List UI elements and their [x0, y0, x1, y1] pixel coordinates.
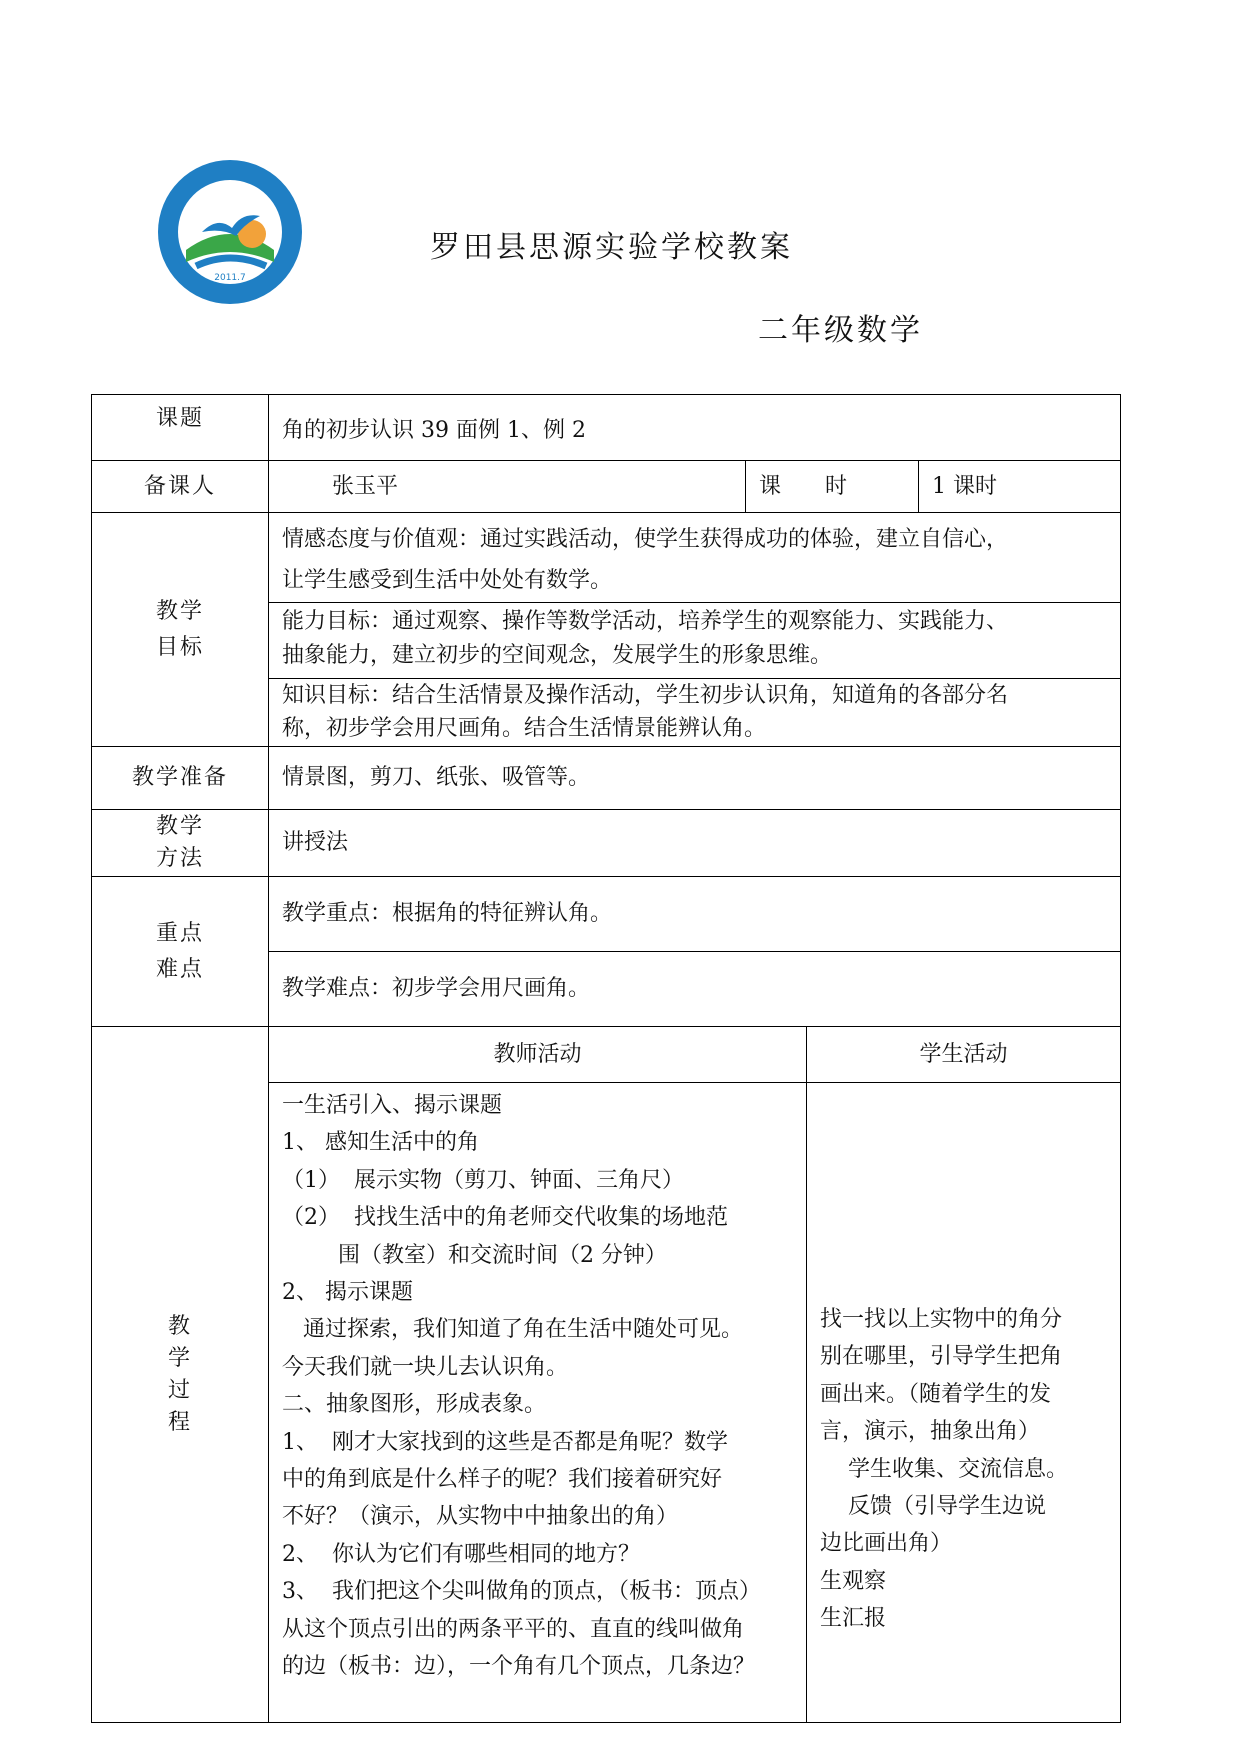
teacher-line: 1、 刚才大家找到的这些是否都是角呢？数学 [282, 1429, 728, 1455]
materials-value: 情景图，剪刀、纸张、吸管等。 [269, 747, 1121, 810]
teacher-line: 3、 我们把这个尖叫做角的顶点，（板书：顶点） [282, 1579, 761, 1605]
process-label-1: 教 [167, 1313, 192, 1339]
process-label-2: 学 [167, 1345, 192, 1371]
goal-knowledge [269, 679, 1121, 747]
teacher-line: 今天我们就一块儿去认识角。 [282, 1354, 569, 1380]
student-line: 反馈（引导学生边说 [820, 1494, 1046, 1520]
teacher-line: 中的角到底是什么样子的呢？我们接着研究好 [282, 1467, 723, 1493]
key-value: 教学重点：根据角的特征辨认角。 [269, 877, 1121, 952]
row-key [92, 877, 1121, 952]
teacher-line: 围（教室）和交流时间（2 分钟） [282, 1242, 667, 1268]
lesson-plan-table [91, 394, 1121, 1723]
keypoints-label-top: 重点 [155, 920, 204, 946]
student-line: 言，演示，抽象出角） [820, 1419, 1041, 1445]
goal-knowledge-line-2: 称，初步学会用尺画角。结合生活情景能辨认角。 [282, 716, 767, 741]
teacher-line: 2、 揭示课题 [282, 1280, 413, 1306]
row-process-header [92, 1027, 1121, 1083]
student-activity-header: 学生活动 [807, 1027, 1121, 1083]
goal-knowledge-line-1: 知识目标：结合生活情景及操作活动，学生初步认识角，知道角的各部分名 [282, 683, 1009, 708]
teacher-line: （2） 找找生活中的角老师交代收集的场地范 [282, 1205, 728, 1231]
teacher-line: 2、 你认为它们有哪些相同的地方？ [282, 1541, 640, 1567]
method-label [92, 810, 269, 877]
materials-label: 教学准备 [92, 747, 269, 810]
process-label-4: 程 [167, 1409, 192, 1435]
goal-ability [269, 603, 1121, 679]
teacher-line: （1） 展示实物（剪刀、钟面、三角尺） [282, 1167, 684, 1193]
student-line: 生汇报 [820, 1606, 887, 1632]
student-line: 别在哪里，引导学生把角 [820, 1344, 1063, 1370]
student-line: 学生收集、交流信息。 [820, 1456, 1068, 1482]
keypoints-label-bottom: 难点 [155, 956, 204, 982]
goal-emotion-line-2: 让学生感受到生活中处处有数学。 [282, 568, 613, 593]
teacher-line: 1、 感知生活中的角 [282, 1130, 479, 1156]
row-preparer [92, 461, 1121, 513]
teacher-activity-header: 教师活动 [269, 1027, 807, 1083]
process-label-3: 过 [167, 1377, 192, 1403]
preparer-value: 张玉平 [269, 461, 746, 513]
row-goal-1 [92, 513, 1121, 603]
student-line: 画出来。（随着学生的发 [820, 1381, 1052, 1407]
school-emblem-logo [156, 158, 304, 306]
row-method [92, 810, 1121, 877]
topic-value: 角的初步认识 39 面例 1、例 2 [269, 395, 1121, 461]
teacher-line: 的边（板书：边），一个角有几个顶点，几条边？ [282, 1654, 756, 1680]
goals-label-top: 教学 [155, 598, 204, 624]
student-line: 找一找以上实物中的角分 [820, 1307, 1063, 1332]
goal-emotion-line-1: 情感态度与价值观：通过实践活动，使学生获得成功的体验，建立自信心， [282, 527, 1009, 552]
goals-label [92, 513, 269, 747]
teacher-line: 一生活引入、揭示课题 [282, 1093, 503, 1118]
method-label-bottom: 方法 [155, 846, 204, 871]
teacher-line: 通过探索，我们知道了角在生活中随处可见。 [282, 1317, 743, 1343]
document-subtitle: 二年级数学 [758, 313, 923, 348]
goals-label-bottom: 目标 [155, 634, 204, 660]
goal-emotion [269, 513, 1121, 603]
hours-label: 课 时 [746, 461, 919, 513]
student-line: 生观察 [820, 1568, 887, 1594]
row-materials [92, 747, 1121, 810]
teacher-activity [269, 1083, 807, 1723]
hours-value: 1 课时 [919, 461, 1121, 513]
student-line: 边比画出角） [820, 1531, 953, 1557]
keypoints-label [92, 877, 269, 1027]
goal-ability-line-2: 抽象能力，建立初步的空间观念，发展学生的形象思维。 [282, 643, 833, 668]
topic-label: 课题 [92, 395, 269, 461]
teacher-line: 二、抽象图形，形成表象。 [282, 1392, 547, 1418]
preparer-label: 备课人 [92, 461, 269, 513]
logo-year: 2011.7 [214, 273, 246, 283]
process-label [92, 1027, 269, 1723]
method-label-top: 教学 [155, 814, 204, 839]
method-value: 讲授法 [269, 810, 1121, 877]
row-topic [92, 395, 1121, 461]
goal-ability-line-1: 能力目标：通过观察、操作等数学活动，培养学生的观察能力、实践能力、 [282, 609, 1009, 634]
difficulty-value: 教学难点：初步学会用尺画角。 [269, 952, 1121, 1027]
teacher-line: 不好？（演示，从实物中中抽象出的角） [282, 1504, 679, 1530]
student-activity [807, 1083, 1121, 1723]
document-title: 罗田县思源实验学校教案 [430, 230, 793, 265]
teacher-line: 从这个顶点引出的两条平平的、直直的线叫做角 [282, 1616, 745, 1642]
